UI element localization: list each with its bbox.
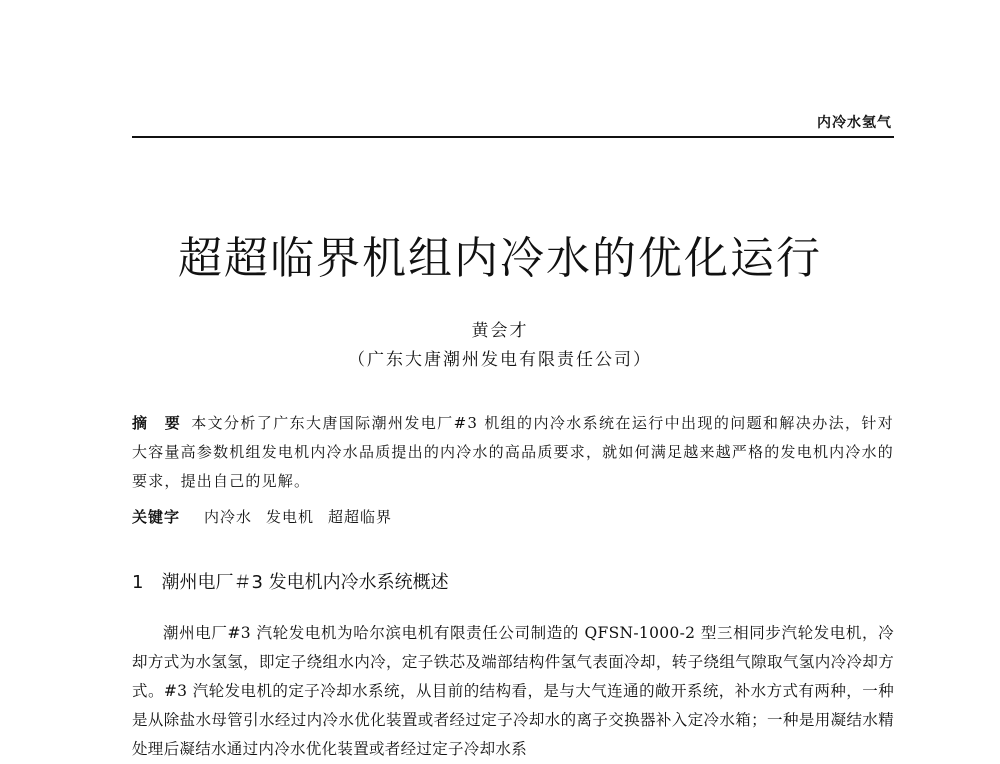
- header-rule: [132, 136, 894, 138]
- abstract-text: 本文分析了广东大唐国际潮州发电厂#3 机组的内冷水系统在运行中出现的问题和解决办法，针对大容量高参数机组发电机内冷水品质提出的内冷水的高品质要求，就如何满足越来越严格的发电机内冷水的要求，提出自己的见解。: [132, 414, 894, 490]
- body-paragraph: 潮州电厂#3 汽轮发电机为哈尔滨电机有限责任公司制造的 QFSN-1000-2 型三相同步汽轮发电机，冷却方式为水氢氢，即定子绕组水内冷，定子铁芯及端部结构件氢气表面冷却，转子绕组气隙取气氢内冷冷却方式。#3 汽轮发电机的定子冷却水系统，从目前的结构看，是与大气连通的敞开系统，补水方式有两种，一种是从除盐水母管引水经过内冷水优化装置或者经过定子冷却水的离子交换器补入定冷水箱；一种是用凝结水精处理后凝结水通过内冷水优化装置或者经过定子冷却水系: [132, 624, 894, 758]
- section-title: 潮州电厂＃3 发电机内冷水系统概述: [161, 572, 449, 593]
- author: 黄会才: [471, 321, 529, 341]
- section-heading: [132, 568, 449, 594]
- section-number: 1: [132, 572, 144, 593]
- keyword-item: 内冷水: [204, 508, 253, 526]
- keyword-item: 超超临界: [328, 508, 393, 526]
- keywords-label: 关键字: [132, 508, 181, 526]
- keywords: [132, 506, 894, 527]
- abstract-label: 摘 要: [132, 414, 182, 432]
- running-head: 内冷水氢气: [817, 115, 892, 131]
- keyword-item: 发电机: [266, 508, 315, 526]
- paper-title: 超超临界机组内冷水的优化运行: [178, 233, 822, 284]
- abstract: [132, 409, 894, 496]
- affiliation: （广东大唐潮州发电有限责任公司）: [348, 350, 652, 370]
